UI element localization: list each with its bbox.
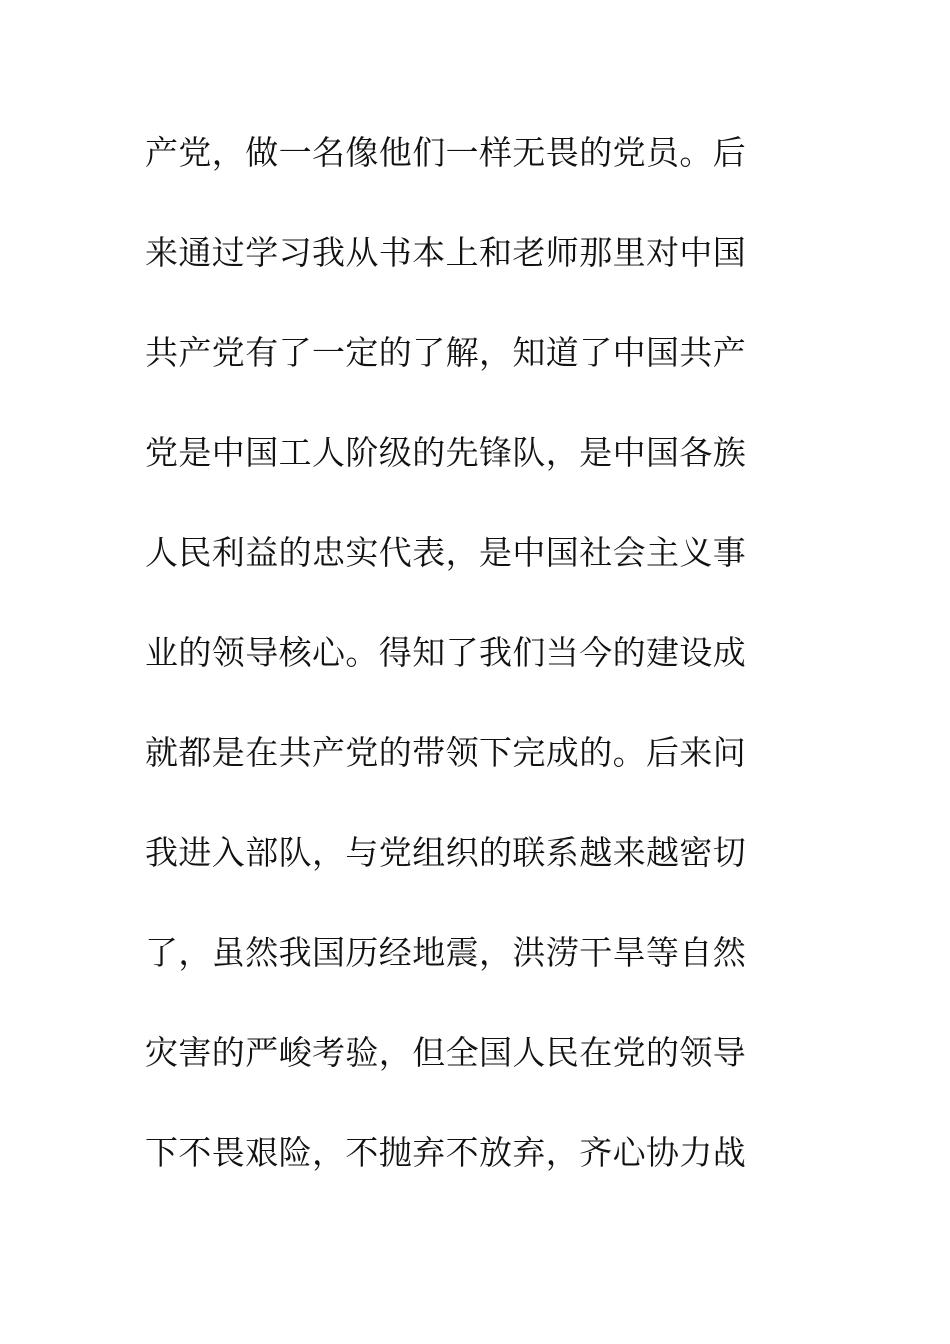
text-line: 党是中国工人阶级的先锋队，是中国各族 bbox=[145, 433, 747, 472]
text-line: 共产党有了一定的了解，知道了中国共产 bbox=[145, 333, 747, 372]
text-line: 就都是在共产党的带领下完成的。后来问 bbox=[145, 733, 747, 772]
text-line: 产党，做一名像他们一样无畏的党员。后 bbox=[145, 133, 747, 172]
text-line: 业的领导核心。得知了我们当今的建设成 bbox=[145, 633, 747, 672]
text-line: 了，虽然我国历经地震，洪涝干旱等自然 bbox=[145, 933, 747, 972]
text-line: 我进入部队，与党组织的联系越来越密切 bbox=[145, 833, 747, 872]
body-text bbox=[145, 121, 785, 1221]
text-line: 灾害的严峻考验，但全国人民在党的领导 bbox=[145, 1033, 747, 1072]
text-line: 来通过学习我从书本上和老师那里对中国 bbox=[145, 233, 747, 272]
text-line: 人民利益的忠实代表，是中国社会主义事 bbox=[145, 533, 747, 572]
text-line: 下不畏艰险，不抛弃不放弃，齐心协力战 bbox=[145, 1133, 747, 1172]
